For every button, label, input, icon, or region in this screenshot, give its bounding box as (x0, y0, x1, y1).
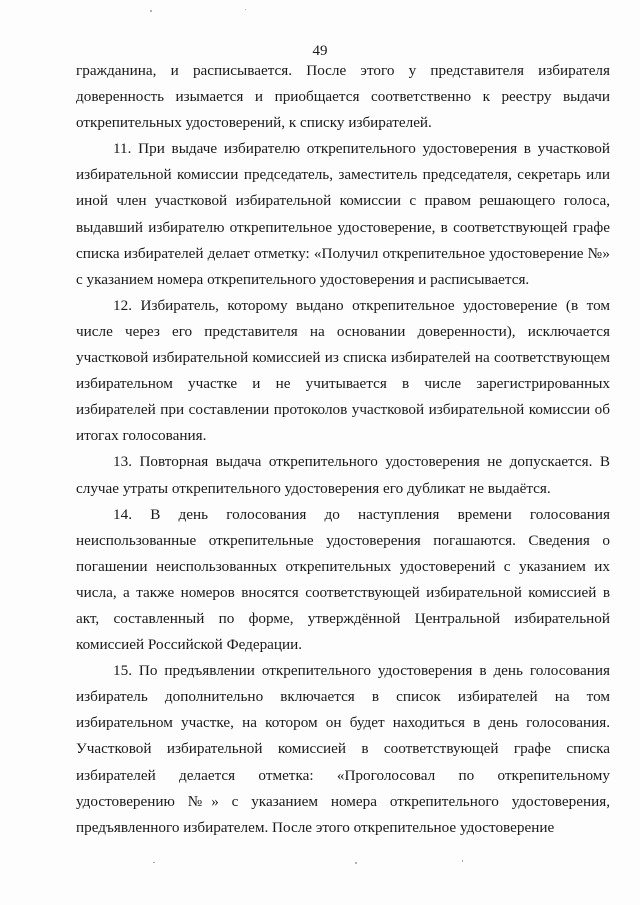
paragraph-item-11: 11. При выдаче избирателю открепительного удостоверения в участковой избирательной комиссии председатель, заместитель председателя, секретарь или иной член участковой избирательной комиссии с правом решающего голоса, выдавший избирателю открепительное удостоверение, в соответствующей графе списка избирателей делает отметку: «Получил открепительное удостоверение №» с указанием номера открепительного удостоверения и расписывается. (76, 140, 610, 288)
document-body (76, 58, 610, 841)
paragraph-item-13: 13. Повторная выдача открепительного удостоверения не допускается. В случае утраты открепительного удостоверения его дубликат не выдаётся. (76, 453, 610, 497)
paragraph-continuation: гражданина, и расписывается. После этого у представителя избирателя доверенность изымается и приобщается соответственно к реестру выдачи открепительных удостоверений, к списку избирателей. (76, 62, 610, 132)
paragraph-item-15: 15. По предъявлении открепительного удостоверения в день голосования избиратель дополнительно включается в список избирателей на том избирательном участке, на котором он будет находиться в день голосования. Участковой избирательной комиссией в соответствующей графе списка избирателей делается отметка: «Проголосовал по открепительному удостоверению №» с указанием номера открепительного удостоверения, предъявленного избирателем. После этого открепительное удостоверение (76, 662, 610, 836)
scan-artifact (153, 862, 155, 863)
scan-artifact (355, 862, 357, 864)
paragraph-item-12: 12. Избиратель, которому выдано открепительное удостоверение (в том числе через его представителя на основании доверенности), исключается участковой избирательной комиссией из списка избирателей на соответствующем избирательном участке и не учитывается в числе зарегистрированных избирателей при составлении протоколов участковой избирательной комиссии об итогах голосования. (76, 296, 610, 445)
paragraph-item-14: 14. В день голосования до наступления времени голосования неиспользованные открепительные удостоверения погашаются. Сведения о погашении неиспользованных открепительных удостоверений с указанием их числа, а также номеров вносятся соответствующей избирательной комиссией в акт, составленный по форме, утверждённой Центральной избирательной комиссией Российской Федерации. (76, 505, 610, 654)
scan-artifact (245, 9, 246, 10)
page-number: 49 (312, 43, 328, 59)
scan-artifact (150, 10, 152, 12)
scan-artifact (462, 860, 463, 862)
